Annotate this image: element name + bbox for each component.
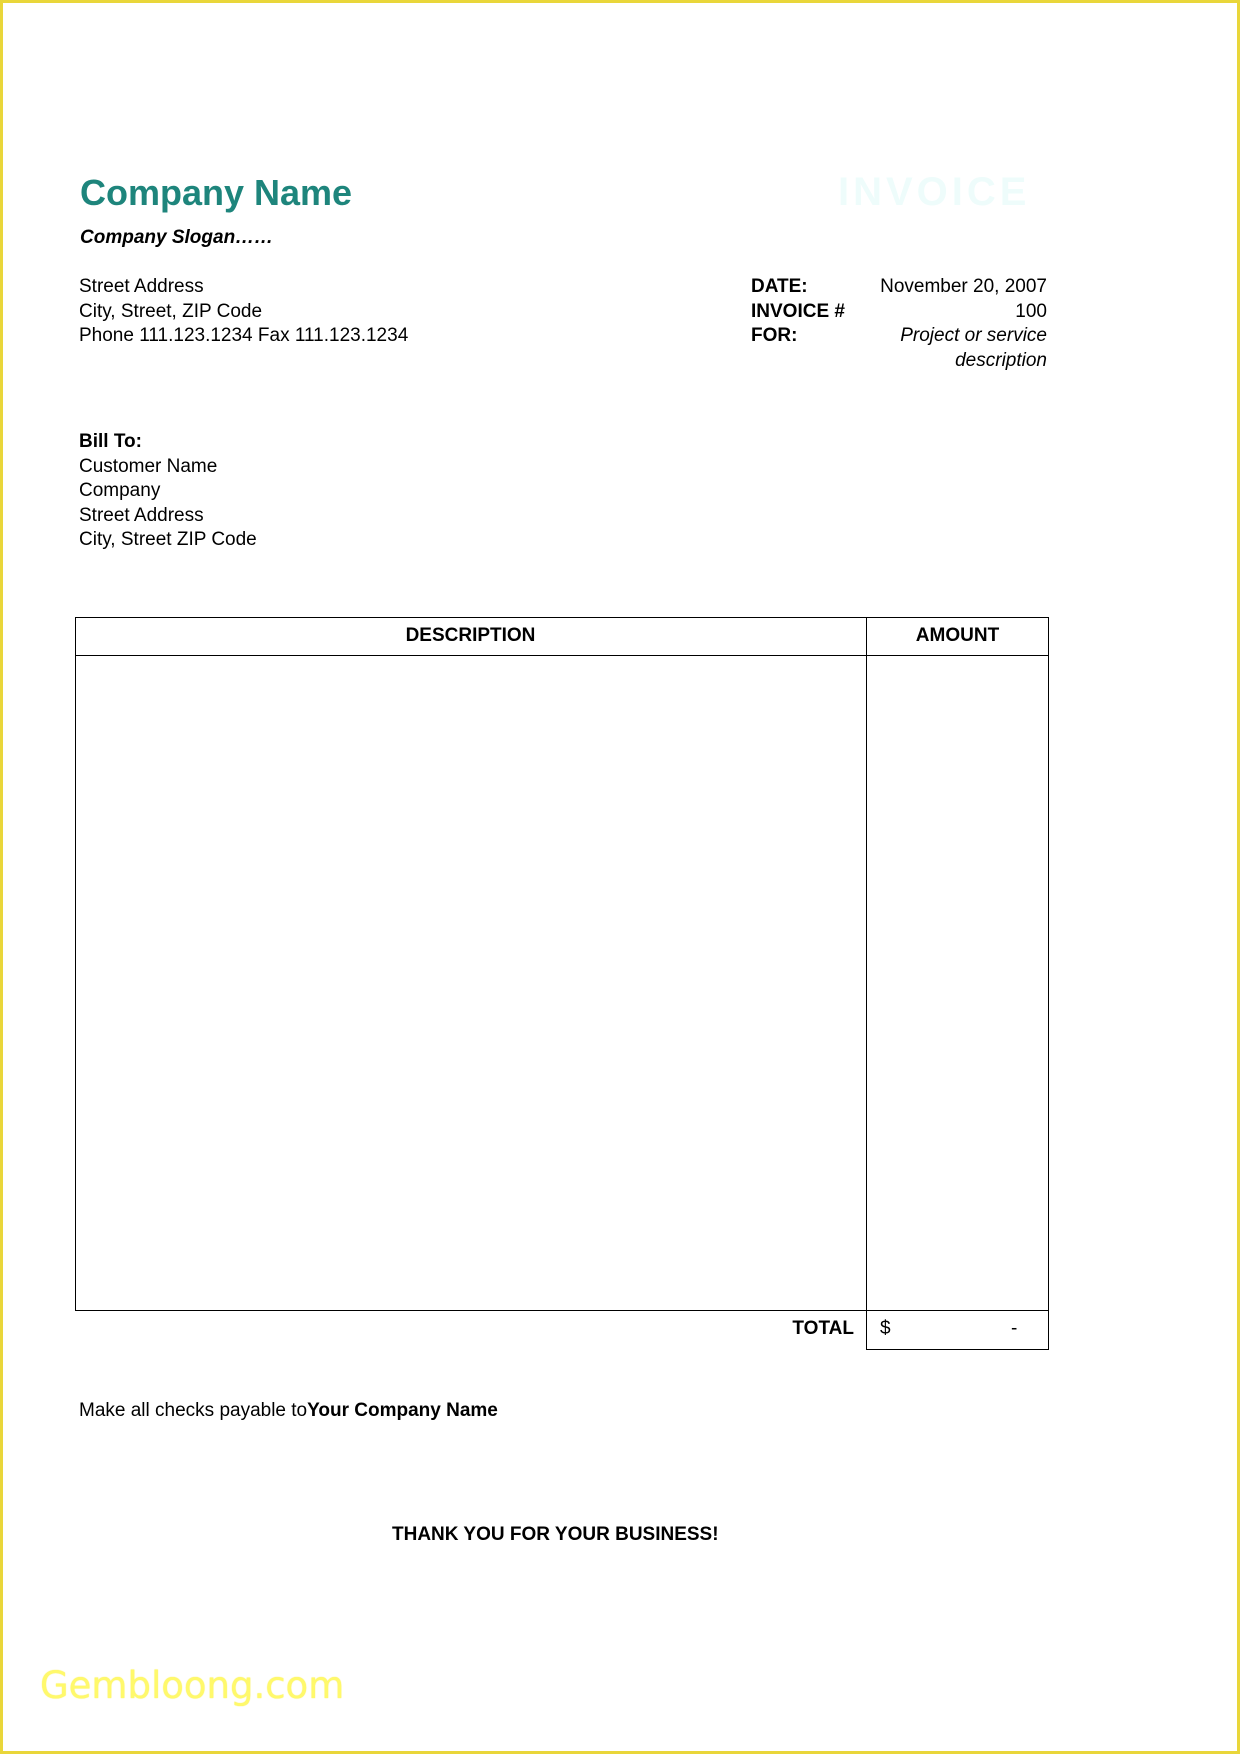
watermark-text: Gembloong.com xyxy=(40,1664,345,1707)
payable-text: Make all checks payable to xyxy=(79,1400,308,1421)
customer-street: Street Address xyxy=(79,504,204,526)
customer-city-line: City, Street ZIP Code xyxy=(79,529,257,550)
sender-address xyxy=(79,275,408,349)
thank-you-message: THANK YOU FOR YOUR BUSINESS! xyxy=(392,1524,719,1545)
total-box xyxy=(866,1310,1049,1350)
sender-phone-fax: Phone 111.123.1234 Fax 111.123.1234 xyxy=(79,325,409,346)
company-name: Company Name xyxy=(80,172,353,213)
company-slogan: Company Slogan…… xyxy=(80,227,274,248)
invoice-meta-values xyxy=(880,275,1047,373)
invoice-number-label: INVOICE # xyxy=(751,300,845,322)
customer-name: Customer Name xyxy=(79,455,218,477)
invoice-number-value: 100 xyxy=(1015,300,1047,322)
description-cell[interactable] xyxy=(77,657,864,1309)
amount-cell[interactable] xyxy=(868,657,1047,1309)
table-header-divider xyxy=(75,655,1049,656)
total-value: - xyxy=(1011,1318,1018,1339)
customer-company: Company xyxy=(79,480,161,501)
payable-company-name: Your Company Name xyxy=(307,1400,498,1421)
sender-street: Street Address xyxy=(79,276,204,297)
bill-to-block xyxy=(79,430,257,553)
description-header: DESCRIPTION xyxy=(405,625,536,646)
bill-to-label: Bill To: xyxy=(79,431,142,452)
table-column-divider xyxy=(866,617,867,1350)
total-label: TOTAL xyxy=(792,1318,854,1339)
total-currency: $ xyxy=(880,1318,891,1339)
for-value-line1: Project or service xyxy=(900,325,1047,346)
amount-header: AMOUNT xyxy=(915,625,1000,646)
date-value: November 20, 2007 xyxy=(880,276,1047,297)
payable-line xyxy=(79,1400,498,1422)
sender-city-line: City, Street, ZIP Code xyxy=(79,300,263,322)
invoice-title: INVOICE xyxy=(838,170,1031,214)
for-label: FOR: xyxy=(751,325,798,346)
date-label: DATE: xyxy=(751,276,808,297)
for-value-line2: description xyxy=(955,349,1047,371)
invoice-meta-labels xyxy=(751,275,845,349)
